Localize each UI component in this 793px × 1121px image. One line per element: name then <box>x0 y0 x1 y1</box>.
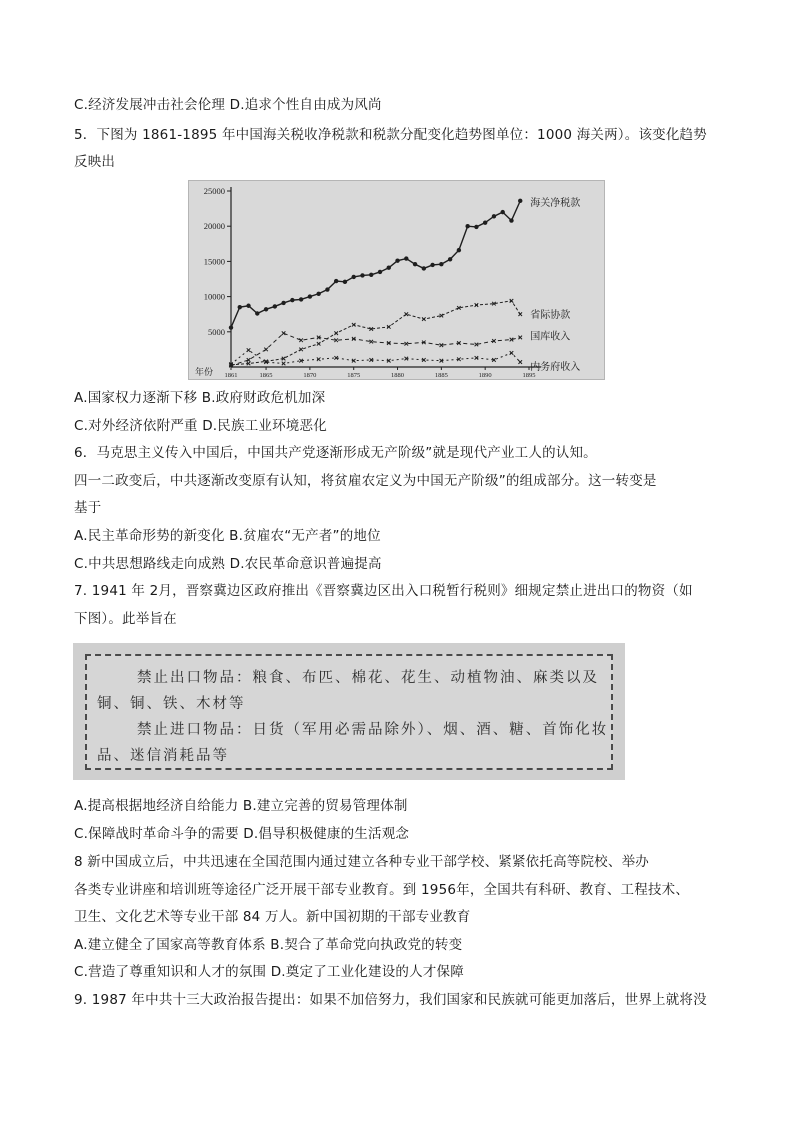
data-point <box>238 305 242 309</box>
q5-options-ab: A.国家权力逐渐下移 B.政府财政危机加深 <box>74 390 326 406</box>
data-point <box>334 331 338 335</box>
question-8-stem-end: 卫生、文化艺术等专业干部 84 万人。新中国初期的干部专业教育 <box>74 909 471 925</box>
data-point <box>264 348 268 352</box>
data-point <box>316 292 320 296</box>
data-point <box>413 262 417 266</box>
x-axis-label: 年份 <box>195 368 214 378</box>
chart-svg <box>189 181 606 381</box>
q5-options-cd: C.对外经济依附严重 D.民族工业环境恶化 <box>74 418 327 434</box>
series-label: 内务府收入 <box>530 362 581 374</box>
q8-options-ab: A.建立健全了国家高等教育体系 B.契合了革命党向执政党的转变 <box>74 937 463 953</box>
q6-options-cd: C.中共思想路线走向成熟 D.农民革命意识普遍提高 <box>74 556 382 572</box>
data-point <box>360 273 364 277</box>
data-point <box>255 311 259 315</box>
x-tick-label: 1865 <box>259 372 273 379</box>
data-point <box>395 258 399 262</box>
question-5-stem: 5．下图为 1861-1895 年中国海关税收净税款和税款分配变化趋势图单位：1000 海关两）。该变化趋势 <box>74 127 707 143</box>
q7-options-cd: C.保障战时革命斗争的需要 D.倡导积极健康的生活观念 <box>74 826 410 842</box>
option-line-c4: C.经济发展冲击社会伦理 D.追求个性自由成为风尚 <box>74 97 382 113</box>
data-point <box>440 314 444 318</box>
prohibited-goods-frame <box>85 654 613 770</box>
x-tick-label: 1885 <box>434 372 448 379</box>
data-point <box>369 340 373 344</box>
data-point <box>343 280 347 284</box>
q6-options-ab: A.民主革命形势的新变化 B.贫雇农“无产者”的地位 <box>74 528 381 544</box>
question-8-stem: 8 新中国成立后，中共迅速在全国范围内通过建立各种专业干部学校、紧紧依托高等院校、举办 <box>74 854 649 870</box>
data-point <box>465 224 469 228</box>
data-point <box>457 306 461 310</box>
data-point <box>325 287 329 291</box>
data-point <box>422 266 426 270</box>
data-point <box>518 199 522 203</box>
question-6-stem: 6．马克思主义传入中国后，中国共产党逐渐形成无产阶级”就是现代产业工人的认知。 <box>74 445 597 461</box>
x-tick-label: 1861 <box>224 372 238 379</box>
data-point <box>317 342 321 346</box>
question-9-stem: 9. 1987 年中共十三大政治报告提出：如果不加倍努力，我们国家和民族就可能更加落后，世界上就将没 <box>74 992 707 1008</box>
data-point <box>334 279 338 283</box>
question-7-stem: 7. 1941 年 2月，晋察冀边区政府推出《晋察冀边区出入口税暂行税则》细规定禁止进出口的物资（如 <box>74 583 693 599</box>
series-label: 海关净税款 <box>530 197 581 209</box>
y-tick-label: 20000 <box>203 221 225 232</box>
data-point <box>246 304 250 308</box>
data-point <box>404 312 408 316</box>
question-5-stem-cont: 反映出 <box>74 154 116 170</box>
data-point <box>299 348 303 352</box>
data-point <box>352 275 356 279</box>
data-point <box>378 270 382 274</box>
data-point <box>247 348 251 352</box>
series-line <box>231 301 520 365</box>
data-point <box>281 301 285 305</box>
data-point <box>439 262 443 266</box>
customs-tax-chart <box>188 180 605 380</box>
export-ban-line-2: 铜、铜、铁、木材等 <box>97 696 246 712</box>
x-tick-label: 1880 <box>391 372 405 379</box>
question-6-stem-cont: 四一二政变后，中共逐渐改变原有认知，将贫雇农定义为中国无产阶级”的组成部分。这一转变是 <box>74 473 657 489</box>
question-8-stem-cont: 各类专业讲座和培训班等途径广泛开展干部专业教育。到 1956年，全国共有科研、教育、工程技术、 <box>74 882 690 898</box>
data-point <box>404 256 408 260</box>
data-point <box>290 298 294 302</box>
prohibited-goods-photo <box>73 643 625 780</box>
series-label: 省际协款 <box>530 310 571 322</box>
data-point <box>509 218 513 222</box>
data-point <box>474 225 478 229</box>
q8-options-cd: C.营造了尊重知识和人才的氛围 D.奠定了工业化建设的人才保障 <box>74 964 464 980</box>
data-point <box>404 342 408 346</box>
x-tick-label: 1870 <box>303 372 317 379</box>
y-tick-label: 15000 <box>203 256 225 267</box>
data-point <box>501 210 505 214</box>
data-point <box>273 304 277 308</box>
data-point <box>518 312 522 316</box>
data-point <box>492 214 496 218</box>
data-point <box>229 325 233 329</box>
data-point <box>308 294 312 298</box>
series-label: 国库收入 <box>530 331 571 343</box>
q7-options-ab: A.提高根据地经济自给能力 B.建立完善的贸易管理体制 <box>74 798 408 814</box>
x-tick-label: 1895 <box>522 372 536 379</box>
question-7-stem-cont: 下图）。此举旨在 <box>74 611 177 627</box>
y-tick-label: 25000 <box>203 186 225 196</box>
question-6-stem-end: 基于 <box>74 500 102 516</box>
data-point <box>518 360 522 364</box>
y-tick-label: 10000 <box>203 291 225 302</box>
export-ban-line-1: 禁止出口物品：粮食、布匹、棉花、花生、动植物油、麻类以及 <box>137 670 599 686</box>
data-point <box>369 273 373 277</box>
data-point <box>387 266 391 270</box>
y-tick-label: 5000 <box>208 326 225 337</box>
series-line <box>231 333 520 365</box>
data-point <box>299 297 303 301</box>
x-tick-label: 1890 <box>478 372 492 379</box>
data-point <box>430 263 434 267</box>
data-point <box>483 220 487 224</box>
import-ban-line-1: 禁止进口物品：日货（军用必需品除外）、烟、酒、糖、首饰化妆 <box>137 722 609 738</box>
data-point <box>264 307 268 311</box>
data-point <box>448 257 452 261</box>
data-point <box>457 248 461 252</box>
x-tick-label: 1875 <box>347 372 361 379</box>
import-ban-line-2: 品、迷信消耗品等 <box>97 748 229 764</box>
